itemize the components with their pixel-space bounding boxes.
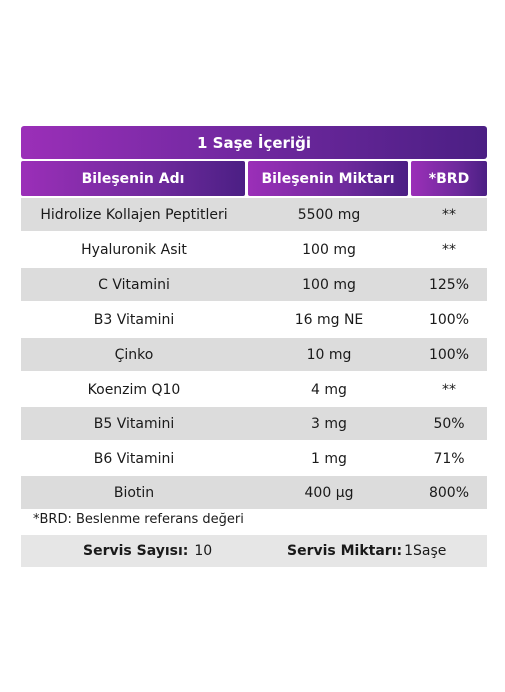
ingredient-name: Biotin bbox=[113, 484, 155, 501]
serving-info-bar bbox=[21, 535, 487, 567]
column-header-brd: *BRD bbox=[411, 161, 487, 196]
table-row bbox=[21, 303, 487, 336]
ingredient-name: B6 Vitamini bbox=[93, 450, 175, 467]
ingredient-amount: 10 mg bbox=[306, 346, 352, 363]
ingredient-brd: 71% bbox=[433, 450, 465, 467]
table-row bbox=[21, 198, 487, 231]
table-row bbox=[21, 233, 487, 266]
ingredient-amount: 4 mg bbox=[311, 381, 347, 398]
ingredient-amount: 1 mg bbox=[311, 450, 347, 467]
serving-count-label: Servis Sayısı: bbox=[83, 543, 189, 559]
ingredient-name: Çinko bbox=[114, 346, 154, 363]
ingredient-amount: 400 µg bbox=[304, 484, 354, 501]
ingredient-brd: ** bbox=[442, 381, 456, 398]
table-row bbox=[21, 373, 487, 406]
table-row bbox=[21, 407, 487, 440]
ingredient-brd: 50% bbox=[433, 415, 465, 432]
ingredient-brd: 100% bbox=[428, 346, 470, 363]
brd-footnote: *BRD: Beslenme referans değeri bbox=[33, 512, 244, 527]
ingredient-name: B5 Vitamini bbox=[93, 415, 175, 432]
serving-amount-label: Servis Miktarı: bbox=[287, 543, 403, 559]
ingredient-name: Hidrolize Kollajen Peptitleri bbox=[40, 206, 228, 223]
ingredient-amount: 5500 mg bbox=[297, 206, 361, 223]
serving-count bbox=[83, 535, 212, 567]
ingredient-amount: 100 mg bbox=[302, 241, 356, 258]
serving-amount-value: 1Saşe bbox=[404, 543, 447, 559]
table-title: 1 Saşe İçeriği bbox=[21, 126, 487, 159]
ingredient-amount: 16 mg NE bbox=[294, 311, 364, 328]
ingredient-brd: 800% bbox=[428, 484, 470, 501]
table-row bbox=[21, 338, 487, 371]
ingredient-amount: 3 mg bbox=[311, 415, 347, 432]
serving-count-value: 10 bbox=[194, 543, 213, 559]
ingredient-amount: 100 mg bbox=[302, 276, 356, 293]
serving-amount bbox=[287, 535, 446, 567]
table-row bbox=[21, 476, 487, 509]
ingredient-name: B3 Vitamini bbox=[93, 311, 175, 328]
ingredient-name: C Vitamini bbox=[98, 276, 170, 293]
table-row bbox=[21, 268, 487, 301]
ingredient-brd: 100% bbox=[428, 311, 470, 328]
column-header-name: Bileşenin Adı bbox=[21, 161, 245, 196]
column-header-amount: Bileşenin Miktarı bbox=[248, 161, 408, 196]
ingredient-name: Hyaluronik Asit bbox=[81, 241, 187, 258]
ingredient-brd: ** bbox=[442, 241, 456, 258]
ingredient-name: Koenzim Q10 bbox=[87, 381, 181, 398]
ingredient-brd: ** bbox=[442, 206, 456, 223]
table-row bbox=[21, 442, 487, 475]
ingredient-brd: 125% bbox=[428, 276, 470, 293]
